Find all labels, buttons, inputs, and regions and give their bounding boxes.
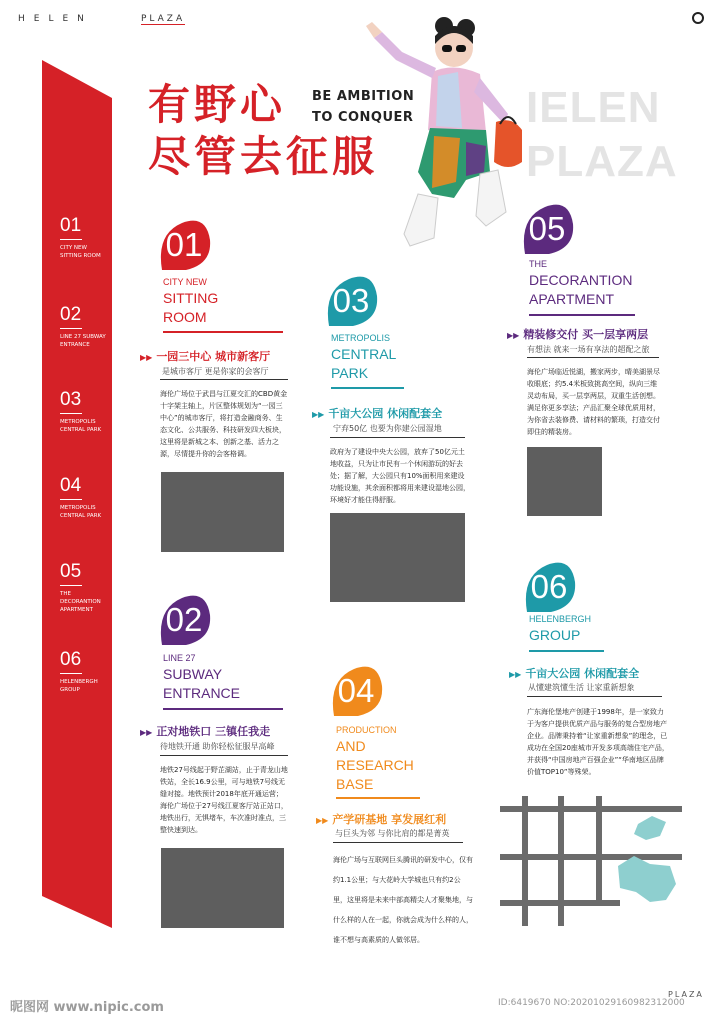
park-shape-icon [500, 796, 682, 926]
sidebar-item-label: METROPOLIS CENTRAL PARK [60, 419, 102, 433]
headline-text: 精装修交付 买一层享两层 [523, 328, 649, 341]
section-title-line: CENTRAL [331, 346, 397, 362]
divider [529, 314, 635, 316]
sidebar-item-label: THE DECORANTION APARTMENT [60, 591, 101, 613]
section-03-tagline: 宁弃50亿 也要为你建公园湿地 [333, 424, 442, 433]
section-03-body: 政府为了建设中央大公园，放弃了50亿元土地收益，只为让市民有一个休闲游玩的好去处；据了解，大公园只有10%面积用来建设功能设施，其余面积都将用来建设湿地公园，环境好才能住得舒服。 [330, 448, 470, 504]
headline-text: 千亩大公园 休闲配套全 [525, 667, 640, 680]
arrow-icon: ▶▶ [140, 353, 153, 362]
headline-text: 一园三中心 城市新客厅 [156, 350, 271, 363]
section-04-title [336, 724, 456, 794]
divider [336, 797, 420, 799]
hero-subtitle-line1: BE AMBITION [312, 89, 415, 104]
arrow-icon: ▶▶ [140, 728, 153, 737]
section-05-headline [507, 326, 648, 342]
section-02-tagline: 待地铁开通 助你轻松征服早高峰 [160, 742, 275, 751]
hero-title-line1: 有野心 [148, 80, 287, 129]
sidebar-item-num: 06 [60, 649, 82, 670]
section-04-body: 海伦广场与互联网巨头腾讯的研发中心，仅有约1.1公里；与大花岭大学城也只有约2公里，这里将是未来中部高精尖人才聚集地，与什么样的人在一起，你就会成为什么样的人，谁不想与高素质的人做邻居。 [333, 856, 473, 944]
image-placeholder [161, 472, 284, 552]
section-01-tagline: 是城市客厅 更是你家的会客厅 [162, 367, 269, 376]
section-03-badge [323, 274, 379, 330]
section-number: 02 [165, 601, 203, 638]
divider [163, 708, 283, 710]
sidebar-item-label: HELENBERGH GROUP [60, 679, 98, 693]
sidebar-item-num: 02 [60, 304, 82, 325]
divider [330, 437, 465, 438]
divider [60, 499, 82, 500]
divider [60, 413, 82, 414]
section-06-badge [521, 560, 577, 616]
sidebar-item-label: METROPOLIS CENTRAL PARK [60, 505, 102, 519]
section-01-badge [156, 218, 212, 274]
section-03-headline [312, 405, 442, 421]
section-title-line: SUBWAY [163, 666, 223, 682]
section-title-line: RESEARCH [336, 757, 414, 773]
section-number: 03 [332, 282, 370, 319]
divider [60, 239, 82, 240]
hero-figure-illustration [362, 12, 540, 252]
divider [160, 755, 288, 756]
footer-brand: PLAZA [668, 990, 704, 999]
section-title-line: HELENBERGH [529, 614, 592, 624]
section-title-line: METROPOLIS [331, 333, 391, 343]
section-04-badge [328, 664, 384, 720]
footer-watermark-right: ID:6419670 NO:20201029160982312000 [498, 998, 685, 1008]
arrow-icon: ▶▶ [507, 331, 520, 340]
sidebar-item-05 [60, 562, 110, 614]
divider [160, 379, 288, 380]
section-05-title [529, 258, 669, 309]
sidebar-item-num: 03 [60, 389, 82, 410]
hero-subtitle-line2: TO CONQUER [312, 110, 414, 125]
section-04-tagline: 与巨头为邻 与你比肩的都是菁英 [335, 829, 450, 838]
divider [60, 673, 82, 674]
section-06-body: 广东海伦堡地产创建于1998年，是一家致力于为客户提供优质产品与服务的复合型房地产企业。品牌秉持着“让家重新想象”的理念，已成功在全国20座城市开发多项高端住宅产品，并获得“中国房地产百强企业”“华南地区品牌价值TOP10”等殊荣。 [527, 708, 669, 776]
image-placeholder [330, 513, 465, 602]
section-title-line: AND [336, 738, 366, 754]
section-title-line: PRODUCTION [336, 725, 397, 735]
divider [163, 331, 283, 333]
section-title-line: PARK [331, 365, 369, 381]
sidebar-item-num: 01 [60, 215, 82, 236]
section-01-title [163, 276, 283, 327]
section-01-headline [140, 348, 270, 364]
ghost-brand-line2: PLAZA [526, 137, 678, 186]
sidebar-item-01 [60, 216, 110, 260]
section-title-line: DECORANTION [529, 272, 633, 288]
sidebar-item-06 [60, 650, 110, 694]
arrow-icon: ▶▶ [316, 816, 329, 825]
section-05-badge [519, 202, 575, 258]
section-04-headline [316, 811, 446, 827]
footer-watermark-left: 昵图网 www.nipic.com [10, 1000, 164, 1015]
image-placeholder [527, 447, 602, 516]
circle-icon [692, 12, 704, 24]
sidebar-item-04 [60, 476, 110, 520]
divider [529, 650, 604, 652]
section-number: 05 [528, 210, 566, 247]
section-title-line: BASE [336, 776, 374, 792]
divider [333, 842, 463, 843]
section-title-line: CITY NEW [163, 277, 207, 287]
section-02-title [163, 652, 283, 703]
section-01-body: 海伦广场位于武昌与江夏交汇的CBD黄金十字架主轴上，片区整体规划为“一园三中心”的城市客厅，将打造金融商务、生态文化、公共服务、科技研发四大板块，这里将是新城之本、创新之基、活力之源，尽情提升你的会客格调。 [160, 390, 288, 458]
section-title-line: ENTRANCE [163, 685, 241, 701]
sidebar-item-num: 05 [60, 561, 82, 582]
header-brand-right: PLAZA [141, 14, 186, 24]
headline-text: 正对地铁口 三镇任我走 [156, 725, 271, 738]
headline-text: 产学研基地 享发展红利 [332, 813, 447, 826]
sidebar-item-label: CITY NEW SITTING ROOM [60, 245, 101, 259]
ghost-brand-line1: IELEN [526, 83, 661, 132]
header-brand-left: HELEN [18, 14, 93, 24]
section-06-headline [509, 665, 639, 681]
sidebar-item-02 [60, 305, 110, 349]
section-05-tagline: 有想法 就来一场有享法的超配之旅 [527, 345, 650, 354]
section-title-line: SITTING [163, 290, 219, 306]
section-number: 04 [337, 672, 375, 709]
section-06-title [529, 613, 659, 645]
section-title-line: THE [529, 259, 547, 269]
divider [60, 328, 82, 329]
sidebar-item-label: LINE 27 SUBWAY ENTRANCE [60, 334, 106, 348]
divider [527, 696, 662, 697]
hero-title-line2: 尽管去征服 [148, 132, 379, 181]
image-placeholder [161, 848, 284, 928]
section-02-badge [156, 593, 212, 649]
section-06-tagline: 从懂建筑懂生活 让家重新想象 [528, 683, 635, 692]
section-title-line: LINE 27 [163, 653, 196, 663]
divider [527, 357, 659, 358]
divider [331, 387, 404, 389]
sidebar-item-num: 04 [60, 475, 82, 496]
section-number: 06 [530, 568, 568, 605]
section-02-body: 地铁27号线起于野芷湖站，止于青龙山地铁站，全长16.9公里，可与地铁7号线无缝对接。地铁预计2018年底开通运营；海伦广场位于27号线江夏客厅站正站口，地铁出行，无惧堵车，车次准时准点，三整快速到达。 [160, 766, 288, 834]
section-05-body: 海伦广场临近悦湖，搬家两步，晴美湖景尽收眼底；约5.4米板致挑高空间，纵向三维灵动布局，买一层享两层，双重生活创想。满足你更多享法；产品汇聚全球优质用材，为你省去装修费、请材料的繁琐，打造交付即住的精装房。 [527, 368, 660, 436]
section-03-title [331, 332, 451, 383]
arrow-icon: ▶▶ [312, 410, 325, 419]
section-title-line: APARTMENT [529, 291, 615, 307]
headline-text: 千亩大公园 休闲配套全 [328, 407, 443, 420]
location-map [500, 796, 682, 926]
divider [60, 585, 82, 586]
section-title-line: ROOM [163, 309, 207, 325]
section-title-line: GROUP [529, 627, 581, 643]
sidebar-item-03 [60, 390, 110, 434]
section-number: 01 [165, 226, 203, 263]
section-02-headline [140, 723, 270, 739]
arrow-icon: ▶▶ [509, 670, 522, 679]
